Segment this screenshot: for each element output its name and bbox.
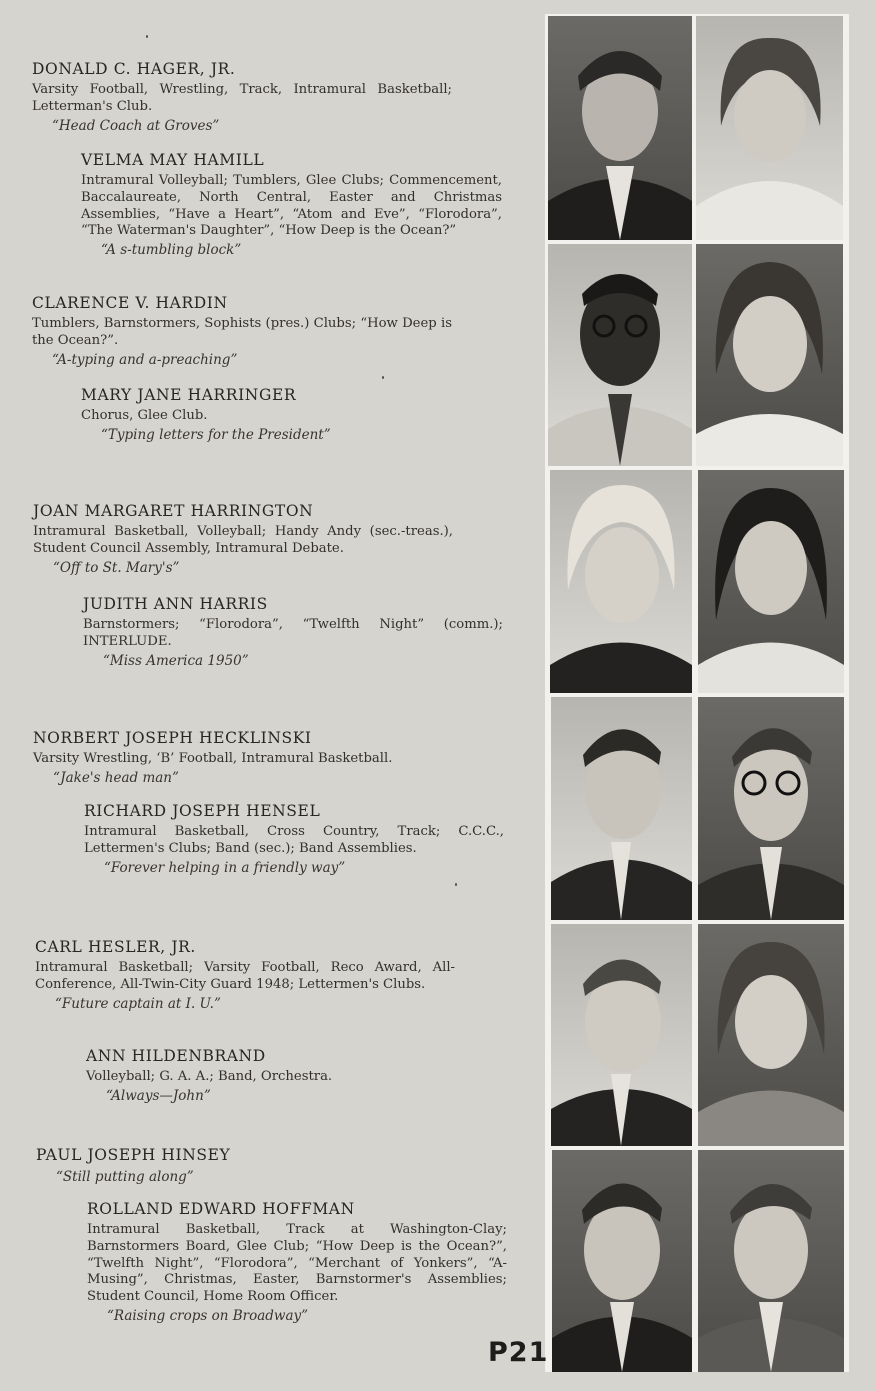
entry-harringer [81, 386, 502, 444]
student-quote: “Raising crops on Broadway” [107, 1307, 309, 1324]
entry-hesler [35, 938, 455, 1013]
person-silhouette-icon [551, 697, 692, 920]
portrait-photo [698, 1150, 844, 1372]
person-silhouette-icon [698, 470, 844, 693]
student-activities: Varsity Wrestling, ‘B’ Football, Intramural Basketball. [33, 751, 393, 766]
portrait-photo [698, 924, 844, 1146]
student-quote: “A s-tumbling block” [101, 242, 242, 259]
student-quote: “A-typing and a-preaching” [52, 351, 238, 368]
entry-hildenbrand [86, 1047, 496, 1105]
entry-harrington [33, 502, 453, 577]
student-name: MARY JANE HARRINGER [81, 386, 297, 404]
student-name: ROLLAND EDWARD HOFFMAN [87, 1200, 355, 1218]
student-quote: “Always—John” [106, 1087, 211, 1104]
entry-harris [83, 595, 503, 670]
entry-hoffman [87, 1200, 507, 1325]
student-name: JUDITH ANN HARRIS [83, 595, 268, 613]
student-name: PAUL JOSEPH HINSEY [36, 1146, 231, 1164]
person-silhouette-icon [550, 470, 692, 693]
student-activities: Intramural Basketball, Cross Country, Track; C.C.C., Lettermen's Clubs; Band (sec.); Band Assemblies. [84, 824, 504, 856]
student-quote: “Jake's head man” [53, 769, 179, 786]
person-silhouette-icon [696, 244, 843, 466]
person-silhouette-icon [551, 924, 692, 1146]
student-name: VELMA MAY HAMILL [81, 151, 265, 169]
entry-hecklinski [33, 729, 463, 787]
student-name: CARL HESLER, JR. [35, 938, 196, 956]
portrait-photo [552, 1150, 692, 1372]
student-name: JOAN MARGARET HARRINGTON [33, 502, 314, 520]
student-quote: “Off to St. Mary's” [53, 559, 180, 576]
student-activities: Intramural Basketball; Varsity Football, Reco Award, All-Conference, All-Twin-City Guard 1948; Lettermen's Clubs. [35, 960, 455, 992]
person-silhouette-icon [548, 244, 692, 466]
student-name: ANN HILDENBRAND [86, 1047, 266, 1065]
entry-hager [32, 60, 452, 135]
handwritten-page-number: P21 [488, 1337, 549, 1368]
student-name: DONALD C. HAGER, JR. [32, 60, 236, 78]
person-silhouette-icon [552, 1150, 692, 1372]
dust-speck [382, 376, 384, 379]
portrait-photo [696, 244, 843, 466]
student-activities: Intramural Basketball, Track at Washington-Clay; Barnstormers Board, Glee Club; “How Deep is the Ocean?”, “Twelfth Night”, “Florodora”, “Merchant of Yonkers”, “A-Musing”, Christmas, Easter, Barnstormer's Assemblies; Student Council, Home Room Officer. [87, 1222, 507, 1305]
student-quote: “Miss America 1950” [103, 652, 249, 669]
entry-hamill [81, 151, 502, 259]
portrait-photo [698, 697, 844, 920]
entry-hardin [32, 294, 452, 369]
dust-speck [455, 883, 457, 886]
student-name: NORBERT JOSEPH HECKLINSKI [33, 729, 312, 747]
student-quote: “Head Coach at Groves” [52, 117, 220, 134]
dust-speck [146, 35, 148, 38]
person-silhouette-icon [696, 16, 843, 240]
portrait-photo [696, 16, 843, 240]
student-activities: Chorus, Glee Club. [81, 408, 208, 423]
portrait-photo [548, 16, 692, 240]
student-activities: Barnstormers; “Florodora”, “Twelfth Night” (comm.); INTERLUDE. [83, 617, 503, 649]
student-activities: Volleyball; G. A. A.; Band, Orchestra. [86, 1069, 333, 1084]
person-silhouette-icon [548, 16, 692, 240]
student-activities: Intramural Basketball, Volleyball; Handy Andy (sec.-treas.), Student Council Assembly, Intramural Debate. [33, 524, 453, 556]
student-quote: “Still putting along” [56, 1169, 194, 1185]
entry-hensel [84, 802, 504, 877]
portrait-photo [550, 470, 692, 693]
student-activities: Varsity Football, Wrestling, Track, Intramural Basketball; Letterman's Club. [32, 82, 452, 114]
student-name: CLARENCE V. HARDIN [32, 294, 228, 312]
student-quote: “Forever helping in a friendly way” [104, 859, 346, 876]
portrait-photo [698, 470, 844, 693]
student-quote: “Future captain at I. U.” [55, 995, 221, 1012]
student-activities: Tumblers, Barnstormers, Sophists (pres.) Clubs; “How Deep is the Ocean?”. [32, 316, 452, 348]
student-activities: Intramural Volleyball; Tumblers, Glee Clubs; Commencement, Baccalaureate, North Central, Easter and Christmas Assemblies, “Have a Heart”, “Atom and Eve”, “Florodora”, “The Waterman's Daughter”, “How Deep is the Ocean?” [81, 173, 502, 239]
student-quote: “Typing letters for the President” [101, 426, 331, 443]
entry-hinsey [36, 1146, 456, 1186]
portrait-photo [551, 697, 692, 920]
person-silhouette-icon [698, 1150, 844, 1372]
portrait-photo [551, 924, 692, 1146]
portrait-photo [548, 244, 692, 466]
student-name: RICHARD JOSEPH HENSEL [84, 802, 321, 820]
person-silhouette-icon [698, 924, 844, 1146]
person-silhouette-icon [698, 697, 844, 920]
